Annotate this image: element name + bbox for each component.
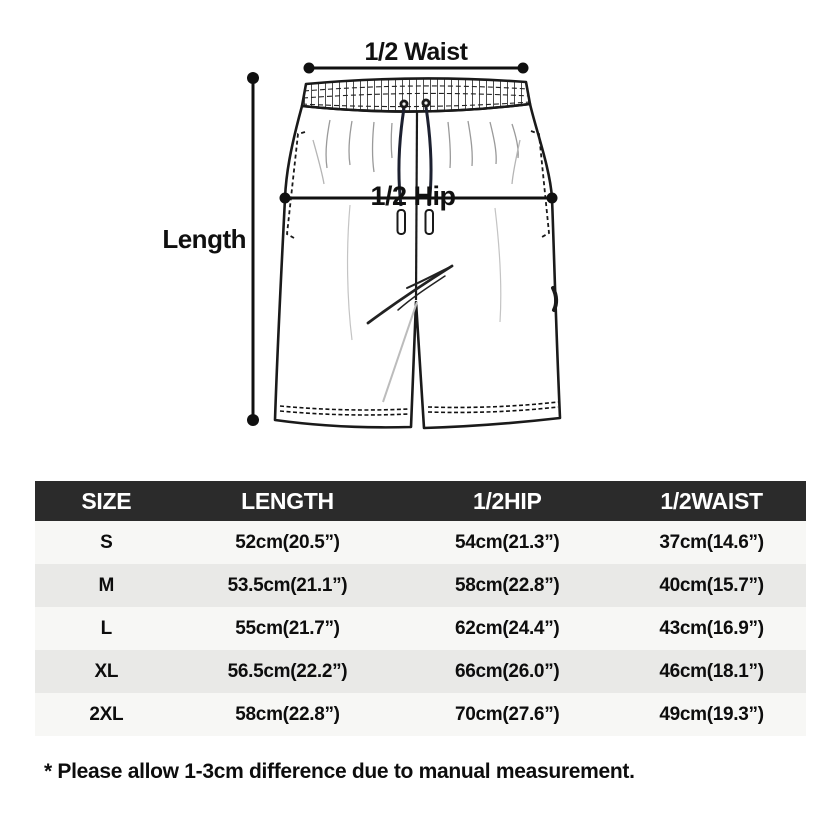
hip-cell: 70cm(27.6”): [455, 703, 560, 725]
size-cell: XL: [94, 660, 119, 682]
waist-dim-dot-right: [518, 63, 529, 74]
length-label: Length: [162, 224, 246, 254]
hip-cell: 58cm(22.8”): [455, 574, 560, 596]
col-header-hip: 1/2HIP: [397, 481, 617, 521]
waist-cell: 46cm(18.1”): [659, 660, 764, 682]
size-chart-table: [35, 481, 806, 736]
table-row-xl: [35, 650, 806, 693]
size-cell: L: [100, 617, 112, 639]
size-cell: 2XL: [89, 703, 124, 725]
waist-label: 1/2 Waist: [364, 38, 468, 66]
header-row: [35, 481, 806, 521]
length-dim-dot-top: [247, 72, 259, 84]
length-cell: 58cm(22.8”): [235, 703, 340, 725]
hip-label: 1/2 Hip: [370, 181, 456, 211]
length-cell: 52cm(20.5”): [235, 531, 340, 553]
hip-cell: 54cm(21.3”): [455, 531, 560, 553]
size-cell: S: [100, 531, 113, 553]
col-header-length: LENGTH: [178, 481, 398, 521]
table-row-2xl: [35, 693, 806, 736]
length-cell: 56.5cm(22.2”): [227, 660, 348, 682]
length-cell: 53.5cm(21.1”): [227, 574, 348, 596]
hip-cell: 62cm(24.4”): [455, 617, 560, 639]
waist-cell: 49cm(19.3”): [659, 703, 764, 725]
left-aglet: [398, 210, 406, 234]
hip-dim-dot-right: [547, 193, 558, 204]
right-aglet: [426, 210, 434, 234]
length-cell: 55cm(21.7”): [235, 617, 340, 639]
hip-cell: 66cm(26.0”): [455, 660, 560, 682]
col-header-size: SIZE: [35, 481, 178, 521]
col-header-waist: 1/2WAIST: [617, 481, 806, 521]
hip-dim-dot-left: [280, 193, 291, 204]
waist-cell: 37cm(14.6”): [659, 531, 764, 553]
waist-cell: 43cm(16.9”): [659, 617, 764, 639]
table-header: [35, 481, 806, 521]
table-row-l: [35, 607, 806, 650]
waist-cell: 40cm(15.7”): [659, 574, 764, 596]
length-dimension: [162, 72, 259, 426]
waist-dim-dot-left: [304, 63, 315, 74]
table-row-m: [35, 564, 806, 607]
waistband: [302, 78, 530, 111]
waist-dimension: [304, 38, 529, 74]
size-cell: M: [98, 574, 115, 596]
table-row-s: [35, 521, 806, 564]
length-dim-dot-bottom: [247, 414, 259, 426]
measurement-footnote: * Please allow 1-3cm difference due to manual measurement.: [44, 760, 635, 783]
